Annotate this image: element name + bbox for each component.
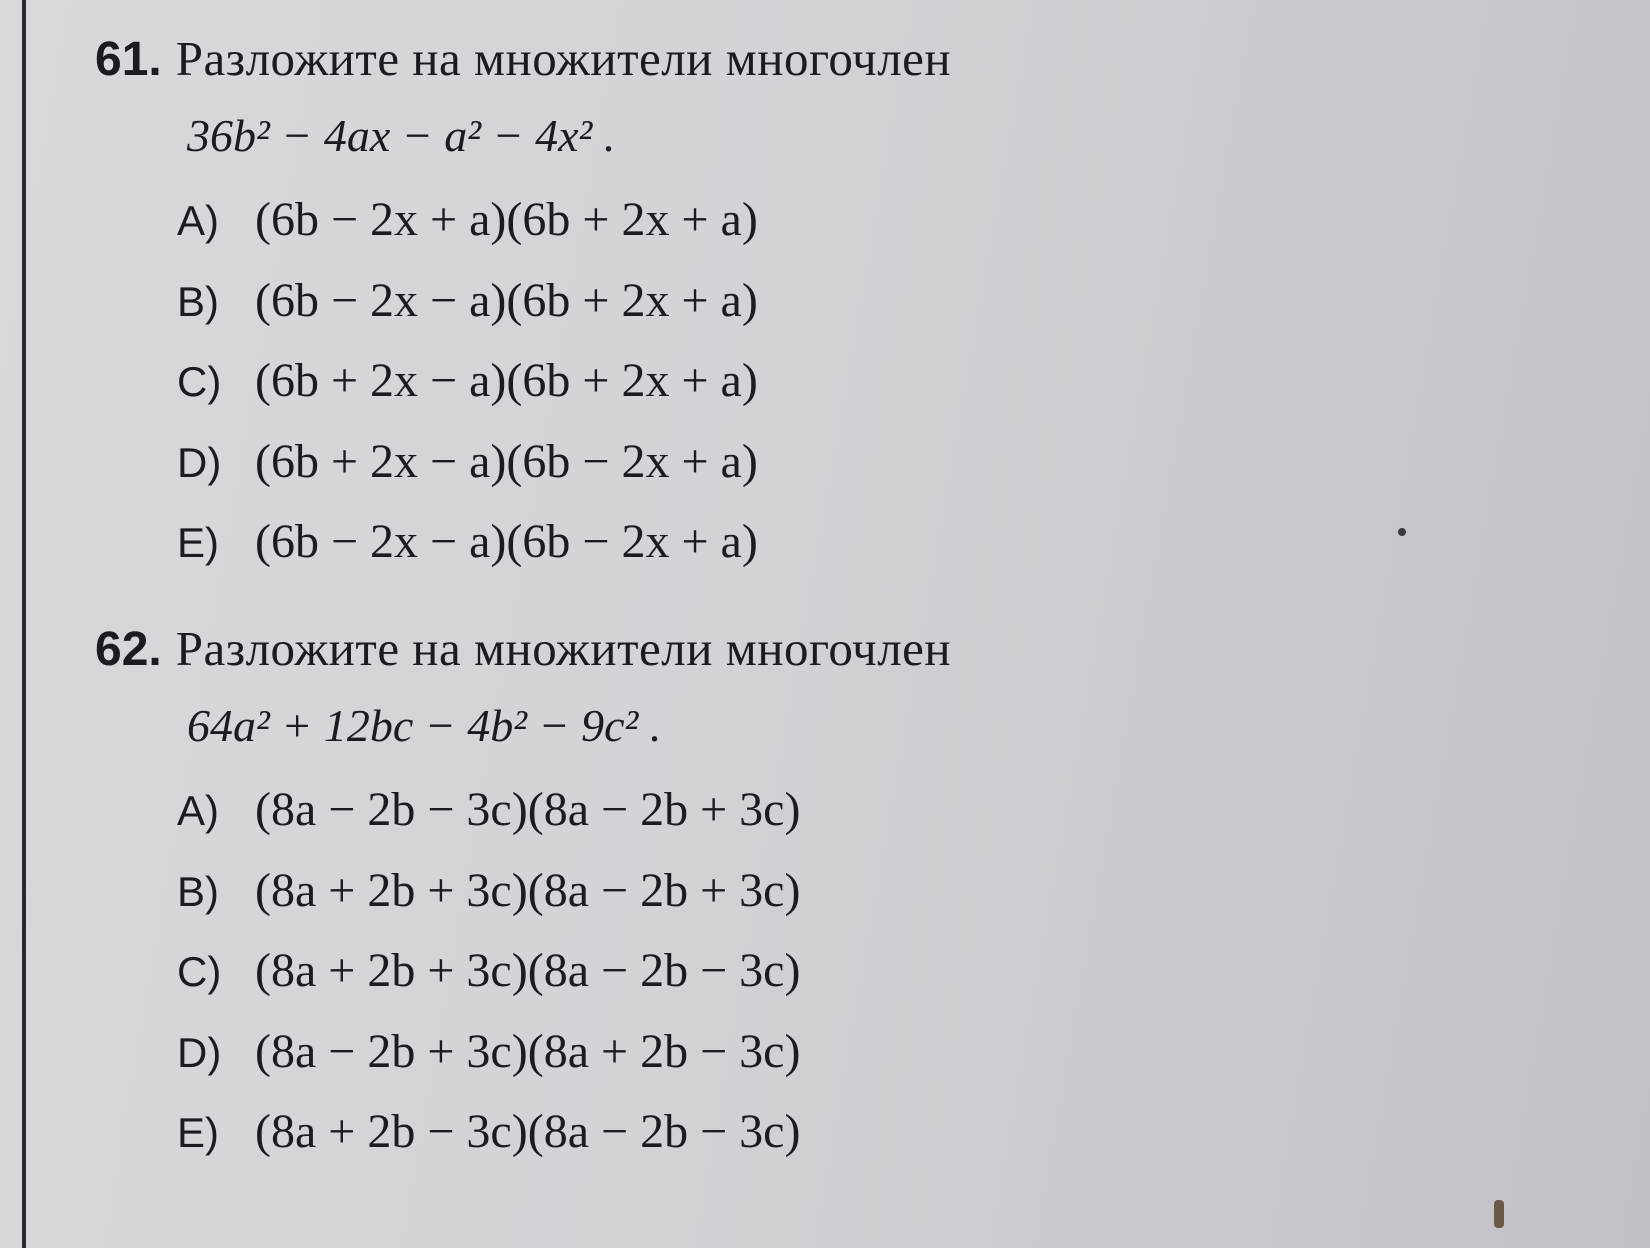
problem-number: 61. <box>95 33 162 86</box>
answer-option-c <box>177 931 1195 1012</box>
option-letter: D) <box>177 438 222 486</box>
option-letter: E) <box>177 1109 219 1156</box>
problem-heading <box>95 18 1195 100</box>
answer-option-e <box>177 502 1195 583</box>
problem-heading <box>95 608 1195 690</box>
option-text: (6b − 2x + a)(6b + 2x + a) <box>255 193 758 246</box>
answer-option-b <box>177 261 1195 342</box>
option-letter: B) <box>177 867 219 915</box>
option-letter: D) <box>177 1028 222 1076</box>
option-letter: E) <box>177 519 219 566</box>
option-text: (8a − 2b − 3c)(8a − 2b + 3c) <box>255 783 801 836</box>
option-text: (8a + 2b + 3c)(8a − 2b − 3c) <box>255 944 801 997</box>
paper-speck <box>1398 528 1406 536</box>
polynomial-expression: 64a² + 12bc − 4b² − 9c² . <box>187 700 662 751</box>
margin-line <box>22 0 26 1248</box>
option-letter: A) <box>177 787 219 834</box>
polynomial-expression: 36b² − 4ax − a² − 4x² . <box>187 110 616 161</box>
answer-option-a <box>177 180 1195 261</box>
answer-option-b <box>177 851 1195 932</box>
option-text: (8a − 2b + 3c)(8a + 2b − 3c) <box>255 1024 801 1078</box>
answer-options <box>95 180 1195 583</box>
option-letter: A) <box>177 197 219 244</box>
option-letter: C) <box>177 358 222 405</box>
answer-option-c <box>177 341 1195 422</box>
option-text: (6b + 2x − a)(6b − 2x + a) <box>255 434 758 488</box>
option-letter: C) <box>177 948 222 995</box>
option-text: (6b − 2x − a)(6b + 2x + a) <box>255 273 758 327</box>
problem-instruction: Разложите на множители многочлен <box>175 621 952 676</box>
problem-62 <box>95 608 1195 1173</box>
answer-options <box>95 770 1195 1173</box>
problem-61 <box>95 18 1195 583</box>
answer-option-a <box>177 770 1195 851</box>
answer-option-e <box>177 1092 1195 1173</box>
option-letter: B) <box>177 277 219 325</box>
option-text: (8a + 2b − 3c)(8a − 2b − 3c) <box>255 1105 801 1158</box>
option-text: (8a + 2b + 3c)(8a − 2b + 3c) <box>255 863 801 917</box>
problem-instruction: Разложите на множители многочлен <box>175 31 952 86</box>
answer-option-d <box>177 422 1195 503</box>
option-text: (6b + 2x − a)(6b + 2x + a) <box>255 354 758 407</box>
problem-number: 62. <box>95 623 162 676</box>
option-text: (6b − 2x − a)(6b − 2x + a) <box>255 515 758 568</box>
paper-speck <box>1494 1200 1504 1228</box>
answer-option-d <box>177 1012 1195 1093</box>
